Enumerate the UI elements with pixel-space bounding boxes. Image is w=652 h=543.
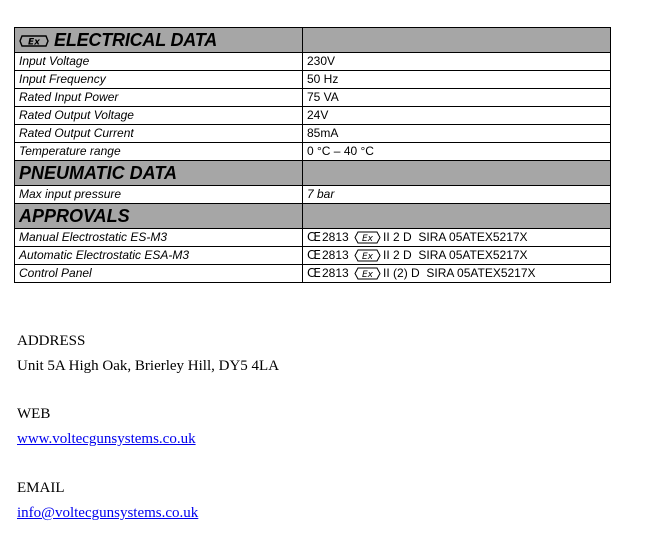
- email-link[interactable]: info@voltecgunsystems.co.uk: [17, 505, 199, 521]
- approvals-header-row: [15, 204, 611, 229]
- row-value: 7 bar: [303, 186, 611, 204]
- ce-mark: CE: [307, 248, 319, 262]
- table-row: [15, 53, 611, 71]
- ex-hexagon-icon: [354, 231, 381, 244]
- cert-number: 2813: [321, 230, 349, 244]
- electrical-header-row: [15, 28, 611, 53]
- row-value: 75 VA: [303, 89, 611, 107]
- ex-hexagon-icon: [354, 267, 381, 280]
- table-row: [15, 265, 611, 283]
- pneumatic-header-row: [15, 161, 611, 186]
- certificate: SIRA 05ATEX5217X: [418, 248, 528, 262]
- row-value: 50 Hz: [303, 71, 611, 89]
- web-heading: WEB: [17, 406, 51, 422]
- cert-number: 2813: [321, 248, 349, 262]
- email-heading: EMAIL: [17, 480, 65, 496]
- table-row: [15, 125, 611, 143]
- address-heading: ADDRESS: [17, 333, 86, 349]
- svg-text:Ex: Ex: [362, 270, 374, 281]
- row-label: Temperature range: [15, 143, 303, 161]
- table-row: [15, 107, 611, 125]
- row-label: Input Frequency: [15, 71, 303, 89]
- spec-table: [14, 27, 611, 283]
- web-link-container: [17, 431, 196, 448]
- equipment-category: II (2) D: [383, 266, 420, 280]
- approval-value: [303, 229, 611, 247]
- row-label: Control Panel: [15, 265, 303, 283]
- row-label: Input Voltage: [15, 53, 303, 71]
- row-label: Manual Electrostatic ES-M3: [15, 229, 303, 247]
- row-label: Automatic Electrostatic ESA-M3: [15, 247, 303, 265]
- equipment-category: II 2 D: [383, 248, 412, 262]
- approval-value: [303, 247, 611, 265]
- electrical-header-blank: [303, 28, 611, 53]
- electrical-header-cell: [15, 28, 303, 53]
- svg-text:Ex: Ex: [28, 37, 40, 48]
- table-row: [15, 247, 611, 265]
- row-value: 85mA: [303, 125, 611, 143]
- ex-atex-icon: [19, 34, 49, 48]
- approval-value: [303, 265, 611, 283]
- table-row: [15, 71, 611, 89]
- row-label: Rated Input Power: [15, 89, 303, 107]
- ce-mark: CE: [307, 230, 319, 244]
- row-label: Rated Output Voltage: [15, 107, 303, 125]
- svg-text:Ex: Ex: [362, 252, 374, 263]
- svg-text:Ex: Ex: [362, 234, 374, 245]
- ex-hexagon-icon: [354, 249, 381, 262]
- pneumatic-title: PNEUMATIC DATA: [15, 161, 303, 186]
- row-label: Max input pressure: [15, 186, 303, 204]
- web-link[interactable]: www.voltecgunsystems.co.uk: [17, 431, 196, 447]
- equipment-category: II 2 D: [383, 230, 412, 244]
- table-row: [15, 229, 611, 247]
- electrical-title: ELECTRICAL DATA: [54, 30, 218, 50]
- approvals-title: APPROVALS: [15, 204, 303, 229]
- table-row: [15, 143, 611, 161]
- table-row: [15, 186, 611, 204]
- address-text: Unit 5A High Oak, Brierley Hill, DY5 4LA: [17, 358, 280, 374]
- email-link-container: [17, 505, 198, 522]
- row-value: 24V: [303, 107, 611, 125]
- approvals-header-blank: [303, 204, 611, 229]
- ce-mark: CE: [307, 266, 319, 280]
- table-row: [15, 89, 611, 107]
- cert-number: 2813: [321, 266, 349, 280]
- pneumatic-header-blank: [303, 161, 611, 186]
- certificate: SIRA 05ATEX5217X: [418, 230, 528, 244]
- row-value: 230V: [303, 53, 611, 71]
- row-label: Rated Output Current: [15, 125, 303, 143]
- row-value: 0 °C – 40 °C: [303, 143, 611, 161]
- certificate: SIRA 05ATEX5217X: [426, 266, 536, 280]
